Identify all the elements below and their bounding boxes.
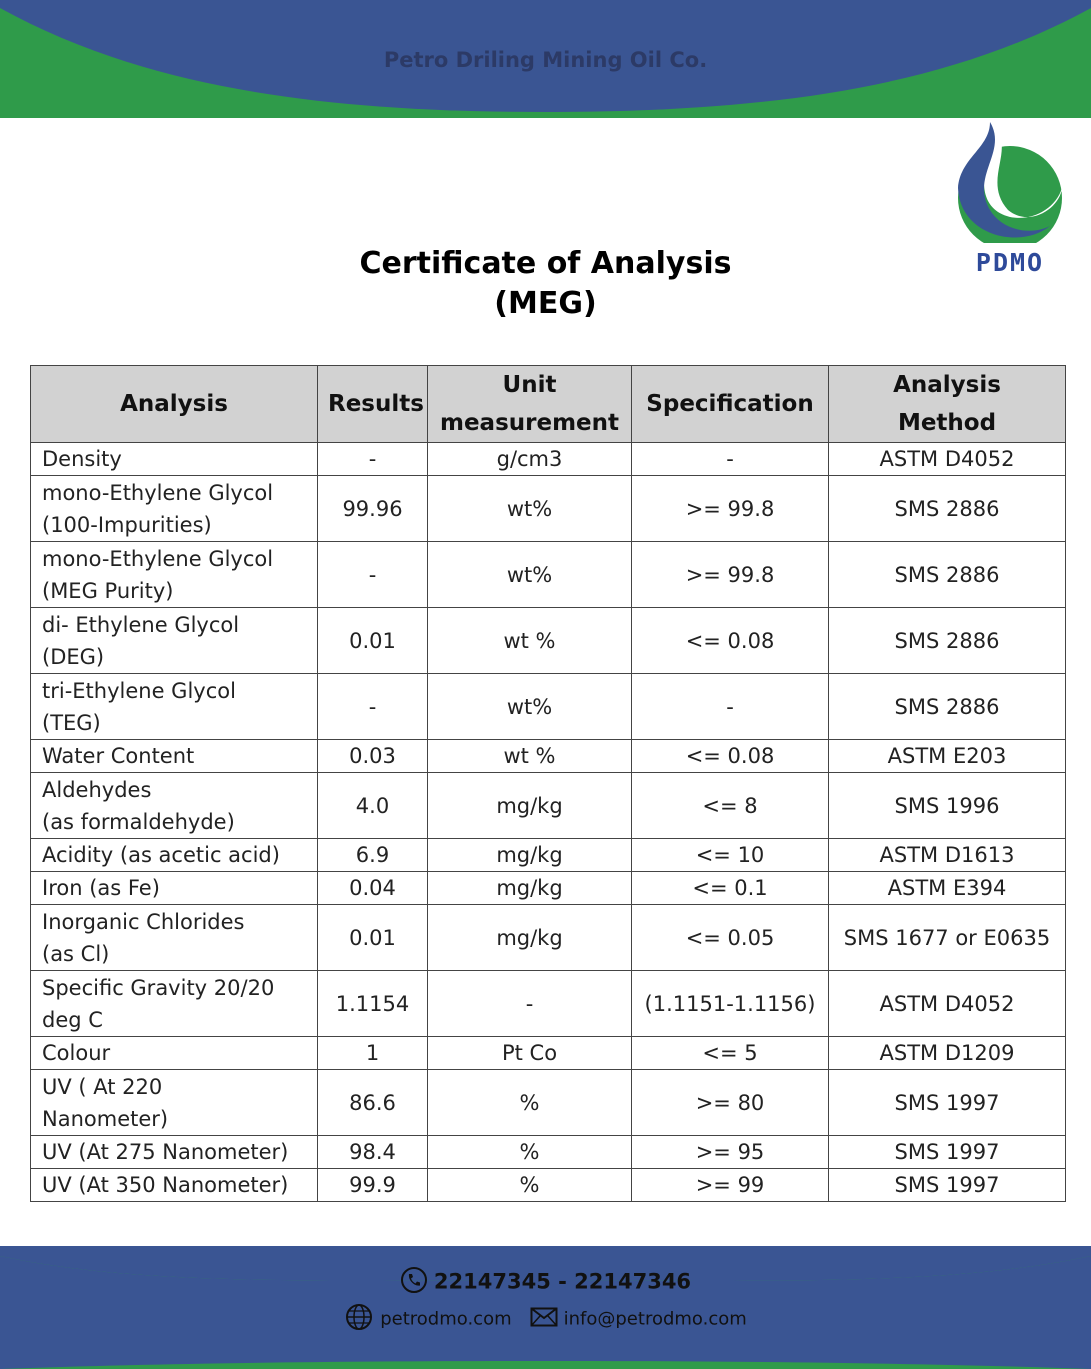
globe-icon	[344, 1303, 374, 1336]
header-method-line2: Method	[897, 410, 997, 436]
cell-method: SMS 2886	[829, 542, 1066, 608]
flame-drop-logo	[950, 118, 1070, 243]
analysis-name-line2: deg C	[42, 1007, 103, 1032]
cell-unit: g/cm3	[428, 443, 632, 476]
cell-method: SMS 1996	[829, 773, 1066, 839]
cell-specification: <= 0.05	[632, 905, 829, 971]
cell-method: SMS 1677 or E0635	[829, 905, 1066, 971]
header-unit	[428, 366, 632, 443]
cell-result: 6.9	[318, 839, 428, 872]
table-header-row	[31, 366, 1066, 443]
cell-analysis	[31, 542, 318, 608]
cell-specification: <= 10	[632, 839, 829, 872]
cell-specification: >= 99.8	[632, 542, 829, 608]
header-unit-line1: Unit	[502, 372, 557, 398]
table-row	[31, 839, 1066, 872]
cell-specification: -	[632, 674, 829, 740]
cell-result: 1.1154	[318, 971, 428, 1037]
cell-method: ASTM D1209	[829, 1037, 1066, 1070]
table-row	[31, 476, 1066, 542]
analysis-table	[30, 365, 1066, 1202]
header-analysis: Analysis	[31, 366, 318, 443]
table-row	[31, 674, 1066, 740]
footer-contact	[0, 1303, 1091, 1336]
analysis-name-line2: (DEG)	[42, 644, 105, 669]
cell-specification: <= 8	[632, 773, 829, 839]
logo-text: PDMO	[975, 248, 1045, 277]
cell-result: 99.9	[318, 1169, 428, 1202]
table-row	[31, 608, 1066, 674]
cell-specification: >= 99.8	[632, 476, 829, 542]
analysis-name-line1: Iron (as Fe)	[42, 876, 160, 900]
analysis-name-line1: Specific Gravity 20/20	[42, 975, 275, 1000]
phone-number[interactable]: 22147345 - 22147346	[433, 1269, 692, 1294]
cell-result: 0.01	[318, 608, 428, 674]
cell-analysis	[31, 872, 318, 905]
email-link[interactable]: info@petrodmo.com	[563, 1308, 747, 1330]
analysis-name-line1: Colour	[42, 1041, 111, 1065]
website-link[interactable]: petrodmo.com	[380, 1308, 512, 1330]
cell-method: ASTM D4052	[829, 971, 1066, 1037]
cell-analysis	[31, 971, 318, 1037]
table-row	[31, 1037, 1066, 1070]
cell-specification: >= 95	[632, 1136, 829, 1169]
analysis-name-line1: UV (At 275 Nanometer)	[42, 1140, 289, 1164]
table-row	[31, 905, 1066, 971]
header-unit-line2: measurement	[439, 410, 620, 436]
cell-specification: >= 80	[632, 1070, 829, 1136]
document-title: Certificate of Analysis	[359, 246, 732, 281]
cell-unit: mg/kg	[428, 905, 632, 971]
cell-analysis	[31, 773, 318, 839]
table-row	[31, 1169, 1066, 1202]
cell-method: SMS 2886	[829, 608, 1066, 674]
table-row	[31, 773, 1066, 839]
cell-result: -	[318, 443, 428, 476]
cell-specification: >= 99	[632, 1169, 829, 1202]
cell-unit: %	[428, 1070, 632, 1136]
cell-analysis	[31, 839, 318, 872]
cell-specification: <= 0.08	[632, 740, 829, 773]
analysis-name-line2: (as Cl)	[42, 941, 110, 966]
cell-result: 0.01	[318, 905, 428, 971]
cell-specification: -	[632, 443, 829, 476]
cell-method: SMS 1997	[829, 1136, 1066, 1169]
analysis-name-line2: (TEG)	[42, 710, 101, 735]
cell-unit: wt%	[428, 674, 632, 740]
cell-method: ASTM D1613	[829, 839, 1066, 872]
phone-icon	[400, 1266, 428, 1299]
header-method	[829, 366, 1066, 443]
cell-specification: (1.1151-1.1156)	[632, 971, 829, 1037]
cell-analysis	[31, 674, 318, 740]
table-body	[31, 443, 1066, 1202]
cell-analysis	[31, 740, 318, 773]
table-row	[31, 740, 1066, 773]
analysis-name-line1: di- Ethylene Glycol	[42, 612, 240, 637]
cell-unit: %	[428, 1169, 632, 1202]
analysis-name-line1: Acidity (as acetic acid)	[42, 843, 280, 867]
cell-unit: -	[428, 971, 632, 1037]
cell-analysis	[31, 1037, 318, 1070]
mail-icon	[530, 1307, 558, 1332]
cell-unit: mg/kg	[428, 839, 632, 872]
cell-analysis	[31, 1070, 318, 1136]
cell-result: 86.6	[318, 1070, 428, 1136]
analysis-name-line1: mono-Ethylene Glycol	[42, 480, 274, 505]
analysis-name-line1: mono-Ethylene Glycol	[42, 546, 274, 571]
cell-method: SMS 2886	[829, 674, 1066, 740]
cell-unit: wt%	[428, 542, 632, 608]
analysis-name-line2: Nanometer)	[42, 1106, 169, 1131]
analysis-name-line2: (MEG Purity)	[42, 578, 174, 603]
cell-method: ASTM E394	[829, 872, 1066, 905]
analysis-name-line1: UV (At 350 Nanometer)	[42, 1173, 289, 1197]
table-row	[31, 872, 1066, 905]
cell-result: -	[318, 674, 428, 740]
cell-unit: wt%	[428, 476, 632, 542]
cell-specification: <= 0.08	[632, 608, 829, 674]
cell-method: ASTM D4052	[829, 443, 1066, 476]
table-row	[31, 542, 1066, 608]
cell-method: SMS 2886	[829, 476, 1066, 542]
table-row	[31, 1070, 1066, 1136]
cell-analysis	[31, 1169, 318, 1202]
header-method-line1: Analysis	[893, 372, 1001, 398]
cell-analysis	[31, 608, 318, 674]
cell-result: 98.4	[318, 1136, 428, 1169]
cell-unit: Pt Co	[428, 1037, 632, 1070]
analysis-name-line1: Aldehydes	[42, 777, 152, 802]
cell-specification: <= 5	[632, 1037, 829, 1070]
footer-phone	[0, 1266, 1091, 1299]
table-row	[31, 1136, 1066, 1169]
analysis-name-line1: Water Content	[42, 744, 195, 768]
cell-result: -	[318, 542, 428, 608]
cell-result: 0.04	[318, 872, 428, 905]
cell-unit: %	[428, 1136, 632, 1169]
cell-analysis	[31, 905, 318, 971]
cell-result: 99.96	[318, 476, 428, 542]
header-results: Results	[318, 366, 428, 443]
cell-unit: wt %	[428, 608, 632, 674]
cell-method: ASTM E203	[829, 740, 1066, 773]
analysis-name-line1: Inorganic Chlorides	[42, 909, 245, 934]
company-name: Petro Driling Mining Oil Co.	[383, 48, 708, 72]
table-row	[31, 443, 1066, 476]
cell-unit: mg/kg	[428, 773, 632, 839]
cell-method: SMS 1997	[829, 1070, 1066, 1136]
cell-result: 4.0	[318, 773, 428, 839]
analysis-name-line2: (as formaldehyde)	[42, 809, 235, 834]
cell-unit: wt %	[428, 740, 632, 773]
document-subtitle: (MEG)	[494, 286, 597, 321]
cell-analysis	[31, 476, 318, 542]
table-row	[31, 971, 1066, 1037]
header-band	[0, 0, 1091, 118]
cell-unit: mg/kg	[428, 872, 632, 905]
analysis-name-line1: UV ( At 220	[42, 1074, 163, 1099]
analysis-name-line1: Density	[42, 447, 122, 471]
cell-specification: <= 0.1	[632, 872, 829, 905]
analysis-name-line2: (100-Impurities)	[42, 512, 212, 537]
header-specification: Specification	[632, 366, 829, 443]
analysis-name-line1: tri-Ethylene Glycol	[42, 678, 236, 703]
cell-analysis	[31, 443, 318, 476]
cell-analysis	[31, 1136, 318, 1169]
cell-result: 0.03	[318, 740, 428, 773]
cell-method: SMS 1997	[829, 1169, 1066, 1202]
cell-result: 1	[318, 1037, 428, 1070]
